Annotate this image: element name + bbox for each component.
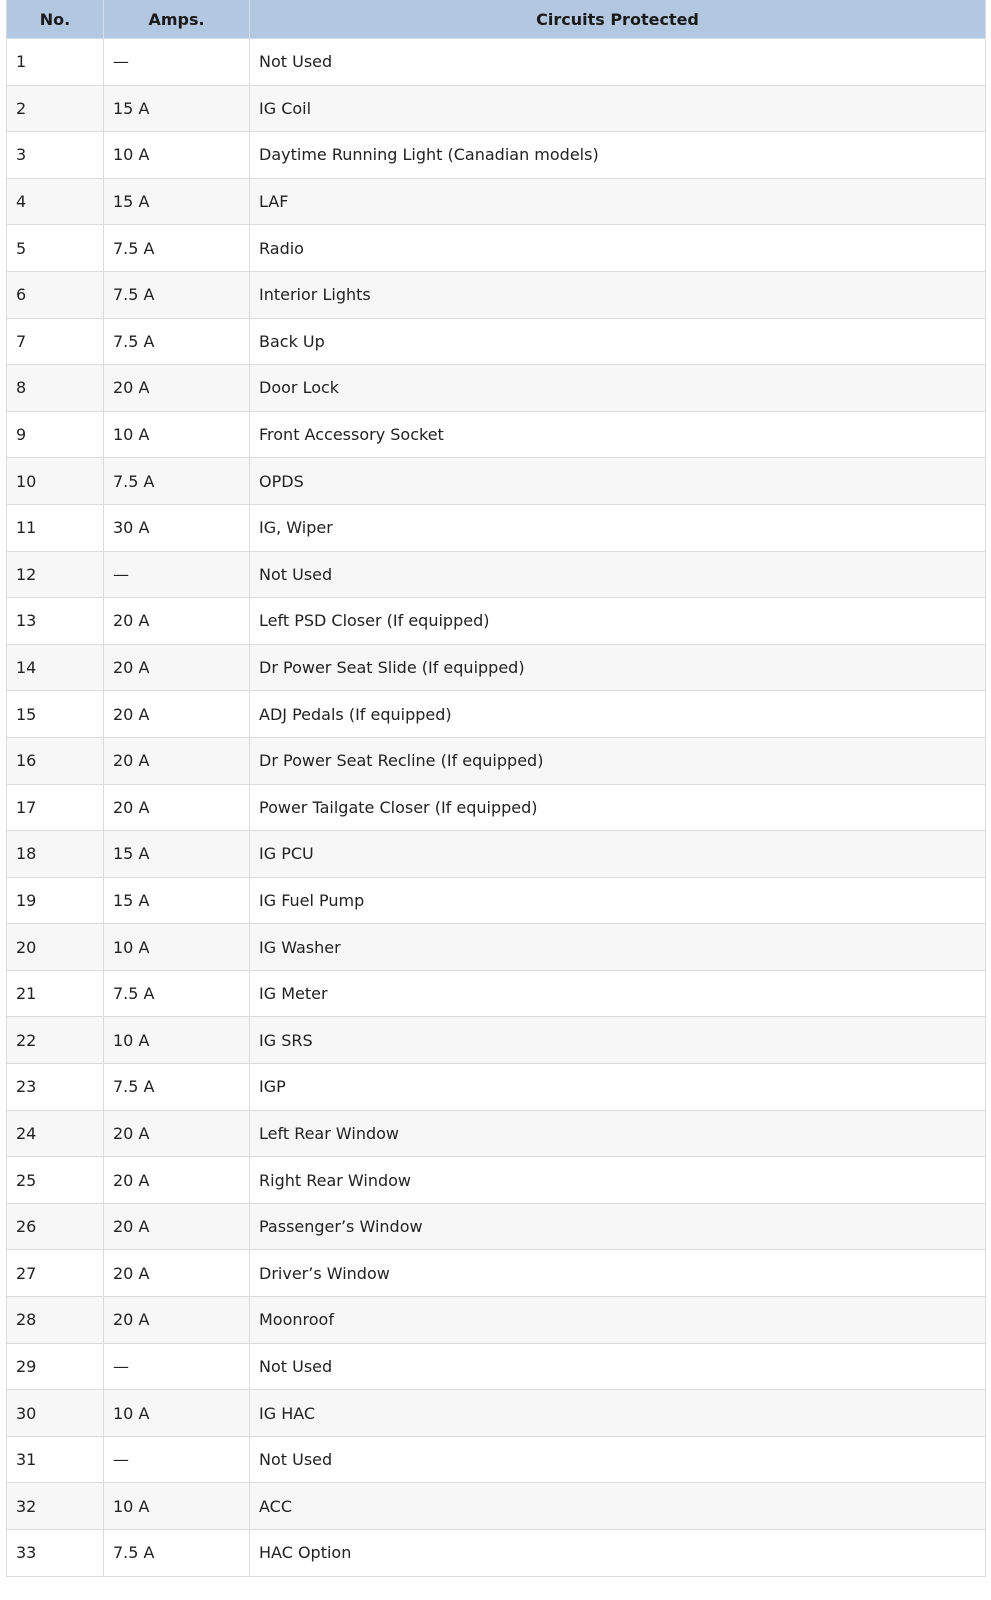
table-row [7, 365, 986, 412]
cell-circuit: Passenger’s Window [250, 1203, 986, 1250]
table-row [7, 1297, 986, 1344]
cell-circuit: Not Used [250, 39, 986, 86]
cell-no: 29 [7, 1343, 104, 1390]
cell-no: 24 [7, 1110, 104, 1157]
cell-no: 26 [7, 1203, 104, 1250]
table-row [7, 1483, 986, 1530]
cell-amps: 20 A [104, 1297, 250, 1344]
header-circuits-protected: Circuits Protected [250, 0, 986, 39]
table-row [7, 1110, 986, 1157]
cell-circuit: ADJ Pedals (If equipped) [250, 691, 986, 738]
cell-no: 15 [7, 691, 104, 738]
cell-circuit: IG Fuel Pump [250, 877, 986, 924]
cell-amps: 15 A [104, 831, 250, 878]
cell-amps: 20 A [104, 598, 250, 645]
table-row [7, 1157, 986, 1204]
header-no: No. [7, 0, 104, 39]
cell-amps: 10 A [104, 1017, 250, 1064]
fuse-table-container [6, 0, 985, 1577]
table-row [7, 1390, 986, 1437]
table-row [7, 970, 986, 1017]
cell-no: 13 [7, 598, 104, 645]
table-row [7, 737, 986, 784]
cell-no: 31 [7, 1436, 104, 1483]
table-row [7, 1343, 986, 1390]
cell-circuit: HAC Option [250, 1530, 986, 1577]
header-row [7, 0, 986, 39]
cell-amps: 20 A [104, 1157, 250, 1204]
cell-circuit: Not Used [250, 551, 986, 598]
cell-amps: 20 A [104, 644, 250, 691]
cell-amps: 7.5 A [104, 1530, 250, 1577]
cell-amps: 15 A [104, 85, 250, 132]
cell-circuit: Back Up [250, 318, 986, 365]
cell-amps: 7.5 A [104, 1064, 250, 1111]
cell-no: 5 [7, 225, 104, 272]
cell-amps: 7.5 A [104, 318, 250, 365]
cell-amps: — [104, 39, 250, 86]
table-row [7, 1530, 986, 1577]
cell-circuit: IGP [250, 1064, 986, 1111]
cell-circuit: Driver’s Window [250, 1250, 986, 1297]
cell-no: 21 [7, 970, 104, 1017]
cell-no: 4 [7, 178, 104, 225]
table-row [7, 784, 986, 831]
cell-no: 19 [7, 877, 104, 924]
cell-circuit: IG, Wiper [250, 504, 986, 551]
cell-amps: 20 A [104, 737, 250, 784]
cell-amps: 7.5 A [104, 225, 250, 272]
cell-no: 1 [7, 39, 104, 86]
cell-no: 33 [7, 1530, 104, 1577]
cell-amps: 15 A [104, 877, 250, 924]
cell-no: 8 [7, 365, 104, 412]
cell-amps: 7.5 A [104, 458, 250, 505]
cell-no: 17 [7, 784, 104, 831]
cell-amps: 20 A [104, 691, 250, 738]
cell-circuit: Left PSD Closer (If equipped) [250, 598, 986, 645]
cell-no: 3 [7, 132, 104, 179]
cell-no: 20 [7, 924, 104, 971]
cell-no: 25 [7, 1157, 104, 1204]
cell-no: 7 [7, 318, 104, 365]
cell-circuit: OPDS [250, 458, 986, 505]
cell-no: 14 [7, 644, 104, 691]
cell-amps: 30 A [104, 504, 250, 551]
table-row [7, 1436, 986, 1483]
cell-circuit: Not Used [250, 1436, 986, 1483]
cell-no: 9 [7, 411, 104, 458]
cell-amps: 10 A [104, 1390, 250, 1437]
cell-no: 10 [7, 458, 104, 505]
cell-amps: — [104, 551, 250, 598]
cell-circuit: IG PCU [250, 831, 986, 878]
table-row [7, 644, 986, 691]
cell-circuit: Dr Power Seat Recline (If equipped) [250, 737, 986, 784]
table-row [7, 551, 986, 598]
table-row [7, 1064, 986, 1111]
cell-no: 22 [7, 1017, 104, 1064]
cell-amps: 10 A [104, 1483, 250, 1530]
cell-amps: 20 A [104, 784, 250, 831]
cell-amps: 7.5 A [104, 271, 250, 318]
table-row [7, 504, 986, 551]
cell-amps: 10 A [104, 411, 250, 458]
cell-amps: 20 A [104, 1110, 250, 1157]
cell-circuit: Daytime Running Light (Canadian models) [250, 132, 986, 179]
cell-no: 16 [7, 737, 104, 784]
table-row [7, 1203, 986, 1250]
table-row [7, 924, 986, 971]
table-row [7, 458, 986, 505]
cell-no: 30 [7, 1390, 104, 1437]
table-row [7, 1250, 986, 1297]
cell-circuit: IG Coil [250, 85, 986, 132]
table-row [7, 271, 986, 318]
table-header [7, 0, 986, 39]
table-row [7, 178, 986, 225]
table-row [7, 39, 986, 86]
cell-circuit: ACC [250, 1483, 986, 1530]
cell-circuit: LAF [250, 178, 986, 225]
cell-circuit: Power Tailgate Closer (If equipped) [250, 784, 986, 831]
cell-circuit: IG HAC [250, 1390, 986, 1437]
cell-amps: 20 A [104, 1203, 250, 1250]
cell-amps: 10 A [104, 924, 250, 971]
cell-circuit: IG Washer [250, 924, 986, 971]
cell-no: 2 [7, 85, 104, 132]
fuse-table [6, 0, 986, 1577]
cell-amps: 15 A [104, 178, 250, 225]
cell-circuit: Moonroof [250, 1297, 986, 1344]
cell-circuit: Front Accessory Socket [250, 411, 986, 458]
table-row [7, 831, 986, 878]
table-row [7, 318, 986, 365]
cell-circuit: Radio [250, 225, 986, 272]
table-row [7, 225, 986, 272]
cell-no: 6 [7, 271, 104, 318]
cell-no: 11 [7, 504, 104, 551]
cell-circuit: Door Lock [250, 365, 986, 412]
table-row [7, 132, 986, 179]
table-body [7, 39, 986, 1577]
table-row [7, 691, 986, 738]
cell-amps: 7.5 A [104, 970, 250, 1017]
cell-amps: 20 A [104, 1250, 250, 1297]
cell-amps: 20 A [104, 365, 250, 412]
cell-amps: — [104, 1436, 250, 1483]
cell-no: 18 [7, 831, 104, 878]
table-row [7, 598, 986, 645]
cell-no: 23 [7, 1064, 104, 1111]
cell-amps: 10 A [104, 132, 250, 179]
table-row [7, 1017, 986, 1064]
cell-amps: — [104, 1343, 250, 1390]
table-row [7, 877, 986, 924]
cell-no: 28 [7, 1297, 104, 1344]
cell-no: 32 [7, 1483, 104, 1530]
cell-circuit: IG SRS [250, 1017, 986, 1064]
cell-circuit: Interior Lights [250, 271, 986, 318]
cell-no: 27 [7, 1250, 104, 1297]
header-amps: Amps. [104, 0, 250, 39]
table-row [7, 411, 986, 458]
cell-no: 12 [7, 551, 104, 598]
table-row [7, 85, 986, 132]
cell-circuit: Dr Power Seat Slide (If equipped) [250, 644, 986, 691]
cell-circuit: Left Rear Window [250, 1110, 986, 1157]
cell-circuit: IG Meter [250, 970, 986, 1017]
cell-circuit: Right Rear Window [250, 1157, 986, 1204]
cell-circuit: Not Used [250, 1343, 986, 1390]
